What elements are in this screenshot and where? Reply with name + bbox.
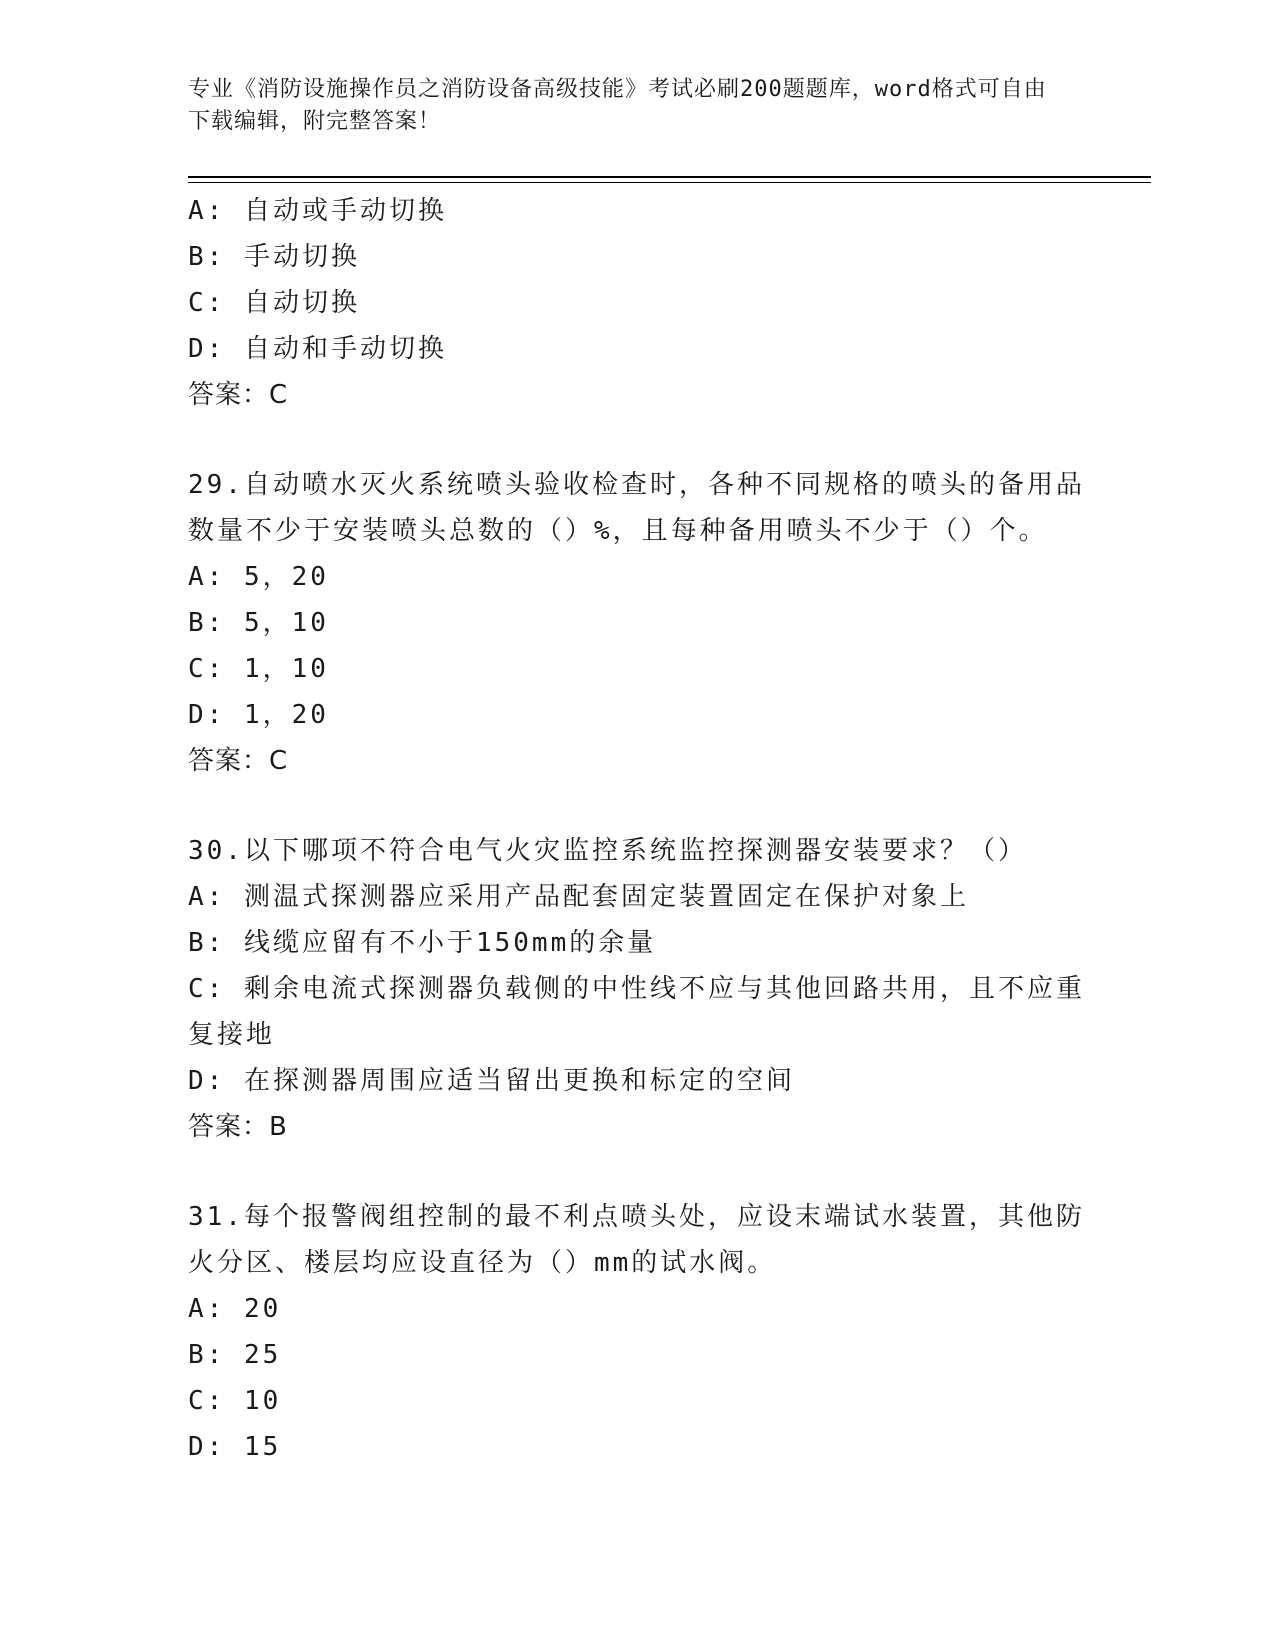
question-list [188,188,1088,1470]
answer: 答案：C [188,380,289,410]
option-c: C: 剩余电流式探测器负载侧的中性线不应与其他回路共用，且不应重复接地 [188,974,1085,1050]
option-a: A: 20 [188,1294,282,1324]
option-b: B: 5，10 [188,608,329,638]
header-rule-thick [188,176,1151,178]
option-d: D: 15 [188,1432,282,1462]
option-a: A: 5，20 [188,562,329,592]
question-28-block [188,188,1088,418]
option-a: A: 测温式探测器应采用产品配套固定装置固定在保护对象上 [188,882,969,912]
question-30-block [188,828,1088,1150]
option-c: C: 1，10 [188,654,329,684]
option-b: B: 25 [188,1340,282,1370]
document-header: 专业《消防设施操作员之消防设备高级技能》考试必刷200题题库，word格式可自由下载编辑，附完整答案！ [188,77,1047,134]
option-b: B: 手动切换 [188,242,360,272]
question-text: 31.每个报警阀组控制的最不利点喷头处，应设末端试水装置，其他防火分区、楼层均应设直径为（）mm的试水阀。 [188,1202,1085,1278]
answer: 答案：C [188,746,289,776]
option-c: C: 10 [188,1386,282,1416]
option-a: A: 自动或手动切换 [188,196,447,226]
option-b: B: 线缆应留有不小于150mm的余量 [188,928,657,958]
option-c: C: 自动切换 [188,288,360,318]
question-31-block [188,1194,1088,1470]
option-d: D: 自动和手动切换 [188,334,447,364]
question-29-block [188,462,1088,784]
header-rule-thin [188,182,1151,183]
question-text: 29.自动喷水灭火系统喷头验收检查时，各种不同规格的喷头的备用品数量不少于安装喷头总数的（）%，且每种备用喷头不少于（）个。 [188,470,1085,546]
answer: 答案：B [188,1112,288,1142]
option-d: D: 1，20 [188,700,329,730]
question-text: 30.以下哪项不符合电气火灾监控系统监控探测器安装要求？（） [188,836,1027,866]
option-d: D: 在探测器周围应适当留出更换和标定的空间 [188,1066,795,1096]
